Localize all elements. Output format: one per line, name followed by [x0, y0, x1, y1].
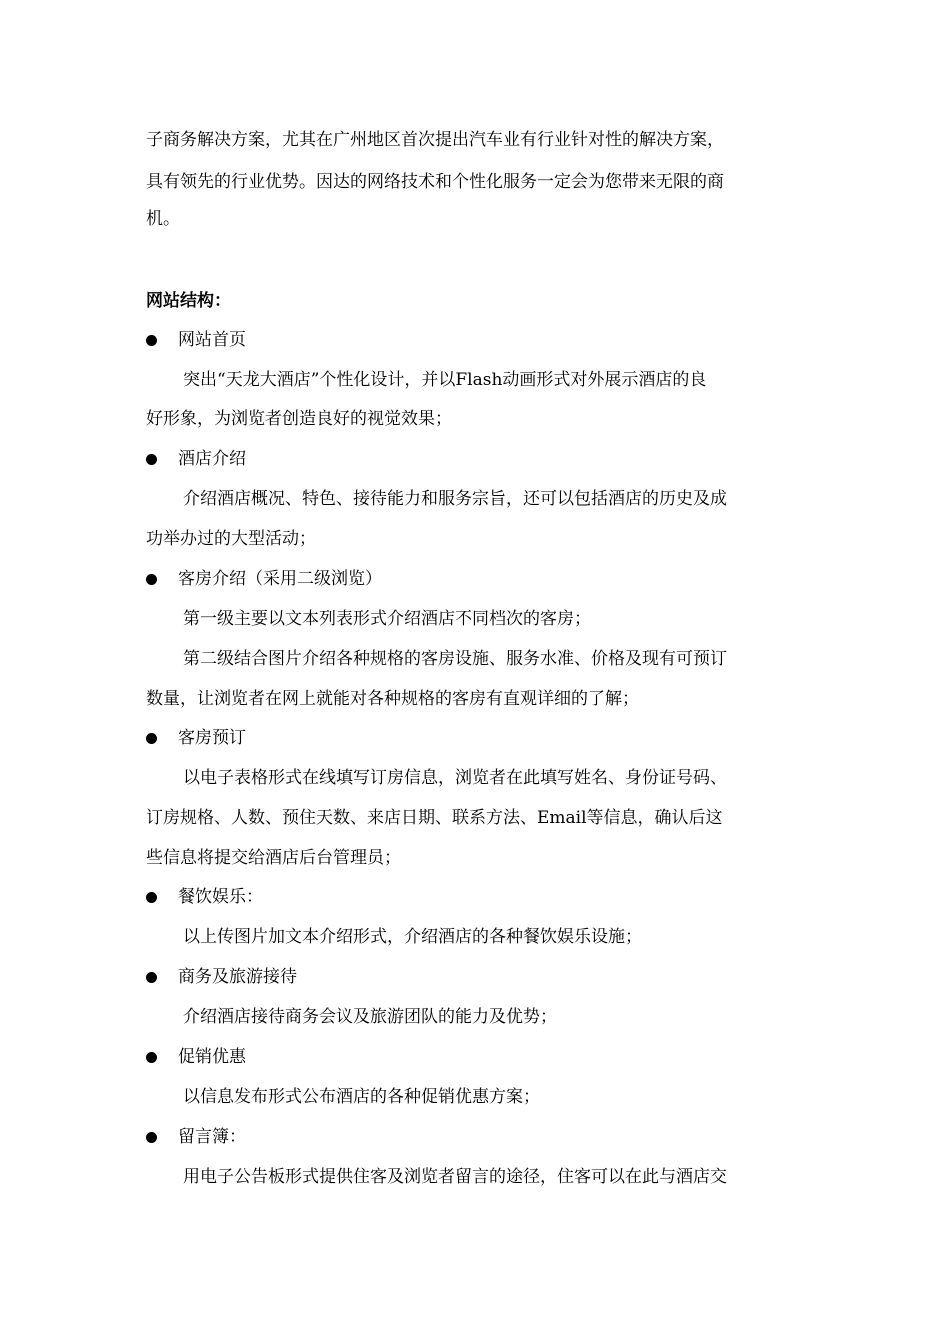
- body-line: 第一级主要以文本列表形式介绍酒店不同档次的客房；: [183, 609, 591, 629]
- bullet-icon: [146, 733, 157, 744]
- bullet-title: 客房预订: [178, 728, 246, 748]
- bullet-icon: [146, 574, 157, 585]
- bullet-title: 酒店介绍: [178, 449, 246, 469]
- body-line: 些信息将提交给酒店后台管理员；: [146, 848, 401, 868]
- body-line: 功举办过的大型活动；: [146, 529, 316, 549]
- intro-line-1: 子商务解决方案，尤其在广州地区首次提出汽车业有行业针对性的解决方案，: [146, 130, 724, 150]
- intro-line-2: 具有领先的行业优势。因达的网络技术和个性化服务一定会为您带来无限的商: [146, 172, 724, 192]
- body-line: 介绍酒店概况、特色、接待能力和服务宗旨，还可以包括酒店的历史及成: [183, 489, 727, 509]
- bullet-icon: [146, 335, 157, 346]
- body-line: 突出“天龙大酒店”个性化设计，并以Flash动画形式对外展示酒店的良: [183, 370, 707, 390]
- bullet-title: 留言簿：: [178, 1127, 246, 1147]
- bullet-icon: [146, 454, 157, 465]
- body-line: 好形象，为浏览者创造良好的视觉效果；: [146, 409, 452, 429]
- bullet-title: 餐饮娱乐：: [178, 887, 263, 907]
- bullet-icon: [146, 1132, 157, 1143]
- body-line: 介绍酒店接待商务会议及旅游团队的能力及优势；: [183, 1007, 557, 1027]
- body-line: 以电子表格形式在线填写订房信息，浏览者在此填写姓名、身份证号码、: [183, 768, 727, 788]
- body-line: 以上传图片加文本介绍形式，介绍酒店的各种餐饮娱乐设施；: [183, 927, 642, 947]
- body-line: 数量，让浏览者在网上就能对各种规格的客房有直观详细的了解；: [146, 689, 639, 709]
- bullet-icon: [146, 1052, 157, 1063]
- bullet-title: 促销优惠: [178, 1047, 246, 1067]
- body-line: 第二级结合图片介绍各种规格的客房设施、服务水准、价格及现有可预订: [183, 649, 727, 669]
- bullet-icon: [146, 892, 157, 903]
- section-heading: 网站结构：: [146, 291, 231, 311]
- bullet-icon: [146, 972, 157, 983]
- bullet-title: 商务及旅游接待: [178, 967, 297, 987]
- bullet-title: 网站首页: [178, 330, 246, 350]
- intro-line-3: 机。: [146, 209, 180, 229]
- body-line: 订房规格、人数、预住天数、来店日期、联系方法、Email等信息，确认后这: [146, 808, 723, 828]
- bullet-title: 客房介绍（采用二级浏览）: [178, 569, 382, 589]
- body-line: 以信息发布形式公布酒店的各种促销优惠方案；: [183, 1087, 540, 1107]
- body-line: 用电子公告板形式提供住客及浏览者留言的途径，住客可以在此与酒店交: [183, 1167, 727, 1187]
